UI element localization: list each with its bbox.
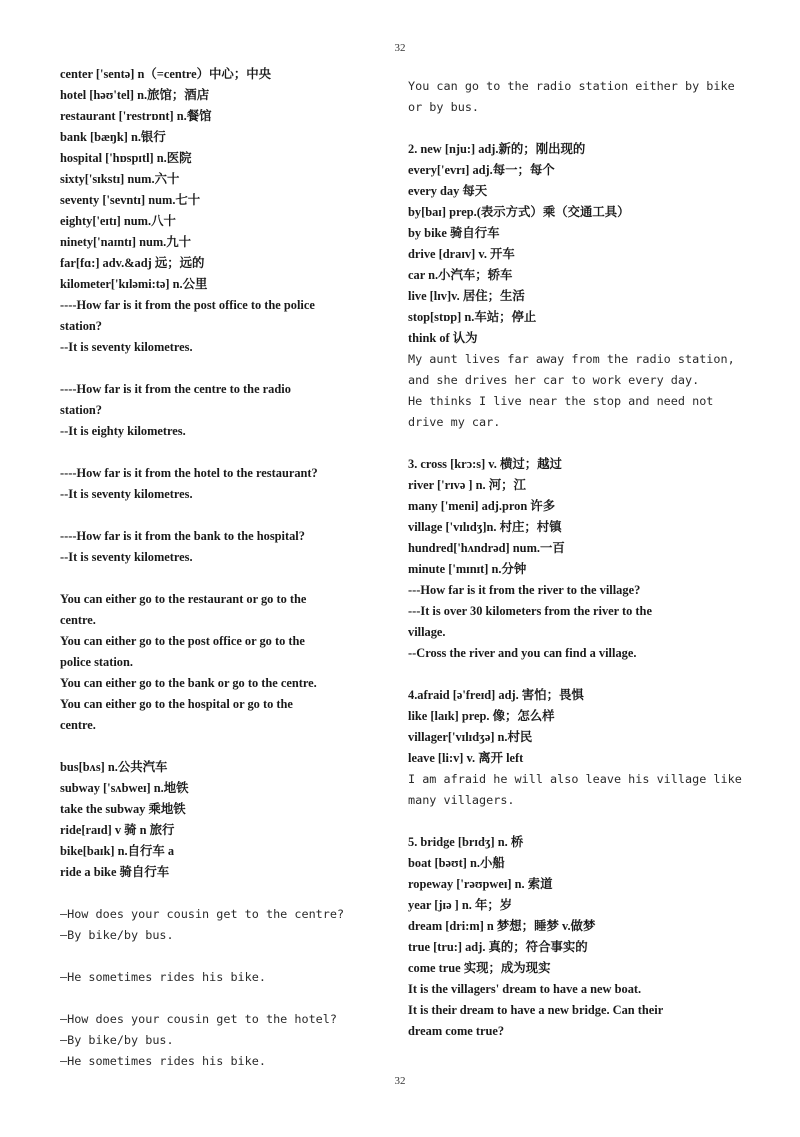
vocab-line: ropeway ['rəʊpweɪ] n. 索道 xyxy=(408,877,553,891)
example-sentence: —By bike/by bus. xyxy=(60,1033,174,1047)
vocab-line: true [tru:] adj. 真的；符合事实的 xyxy=(408,940,588,954)
vocab-line: It is their dream to have a new bridge. Can their xyxy=(408,1003,664,1017)
vocab-line: ---It is over 30 kilometers from the river to the xyxy=(408,604,652,618)
blank-line xyxy=(60,442,385,463)
vocab-line: many ['meni] adj.pron 许多 xyxy=(408,499,556,513)
vocab-line: 3. cross [krɔ:s] v. 横过；越过 xyxy=(408,457,562,471)
example-sentence: I am afraid he will also leave his village like xyxy=(408,772,742,786)
page-number-top: 32 xyxy=(394,42,406,54)
vocab-line: boat [bəʊt] n.小船 xyxy=(408,856,505,870)
vocab-line: subway ['sʌbweɪ] n.地铁 xyxy=(60,781,189,795)
example-sentence: —By bike/by bus. xyxy=(60,928,174,942)
example-sentence: drive my car. xyxy=(408,415,501,429)
example-sentence: You can go to the radio station either by bike xyxy=(408,79,735,93)
vocab-line: far[fɑ:] adv.&adj 远；远的 xyxy=(60,256,205,270)
page-number-bottom: 32 xyxy=(394,1075,406,1087)
blank-line xyxy=(60,505,385,526)
vocab-line: center ['sentə] n（=centre）中心；中央 xyxy=(60,67,271,81)
vocab-line: --It is eighty kilometres. xyxy=(60,424,186,438)
example-sentence: many villagers. xyxy=(408,793,515,807)
vocab-line: restaurant ['restrɒnt] n.餐馆 xyxy=(60,109,212,123)
vocab-line: dream come true? xyxy=(408,1024,505,1038)
vocab-line: ride a bike 骑自行车 xyxy=(60,865,170,879)
example-sentence: —How does your cousin get to the centre? xyxy=(60,907,345,921)
vocab-line: You can either go to the post office or go to the xyxy=(60,634,305,648)
left-column xyxy=(60,64,385,1072)
vocab-line: seventy ['sevntɪ] num.七十 xyxy=(60,193,201,207)
vocab-line: stop[stɒp] n.车站；停止 xyxy=(408,310,537,324)
vocab-line: minute ['mɪnɪt] n.分钟 xyxy=(408,562,527,576)
vocab-line: bank [bæŋk] n.银行 xyxy=(60,130,166,144)
vocab-line: 5. bridge [brɪdʒ] n. 桥 xyxy=(408,835,524,849)
blank-line xyxy=(408,433,748,454)
blank-line xyxy=(60,946,385,967)
vocab-line: hotel [həʊ'tel] n.旅馆；酒店 xyxy=(60,88,210,102)
vocab-line: by[baɪ] prep.(表示方式）乘（交通工具） xyxy=(408,205,630,219)
vocab-line: ----How far is it from the hotel to the restaurant? xyxy=(60,466,318,480)
vocab-line: 2. new [nju:] adj.新的；刚出现的 xyxy=(408,142,586,156)
vocab-line: live [lɪv]v. 居住；生活 xyxy=(408,289,525,303)
vocab-line: leave [li:v] v. 离开 left xyxy=(408,751,524,765)
blank-line xyxy=(60,988,385,1009)
vocab-line: --Cross the river and you can find a village. xyxy=(408,646,637,660)
example-sentence: He thinks I live near the stop and need not xyxy=(408,394,714,408)
blank-line xyxy=(408,118,748,139)
blank-line xyxy=(408,664,748,685)
example-sentence: My aunt lives far away from the radio station, xyxy=(408,352,735,366)
vocab-line: ----How far is it from the bank to the hospital? xyxy=(60,529,305,543)
vocab-line: think of 认为 xyxy=(408,331,478,345)
vocab-line: every day 每天 xyxy=(408,184,488,198)
vocab-line: sixty['sɪkstɪ] num.六十 xyxy=(60,172,180,186)
example-sentence: —He sometimes rides his bike. xyxy=(60,1054,266,1068)
vocab-line: station? xyxy=(60,403,102,417)
vocab-line: ninety['naɪntɪ] num.九十 xyxy=(60,235,192,249)
vocab-line: come true 实现；成为现实 xyxy=(408,961,551,975)
vocab-line: --It is seventy kilometres. xyxy=(60,340,193,354)
vocab-line: village. xyxy=(408,625,446,639)
vocab-line: ----How far is it from the centre to the radio xyxy=(60,382,291,396)
vocab-line: ride[raɪd] v 骑 n 旅行 xyxy=(60,823,175,837)
right-column xyxy=(408,64,748,1042)
vocab-line: every['evrɪ] adj.每一；每个 xyxy=(408,163,555,177)
vocab-line: It is the villagers' dream to have a new boat. xyxy=(408,982,642,996)
vocab-line: village ['vɪlɪdʒ]n. 村庄；村镇 xyxy=(408,520,562,534)
vocab-line: You can either go to the hospital or go to the xyxy=(60,697,293,711)
blank-line xyxy=(60,358,385,379)
vocab-line: eighty['eɪtɪ] num.八十 xyxy=(60,214,176,228)
vocab-line: villager['vɪlɪdʒə] n.村民 xyxy=(408,730,533,744)
vocab-line: year [jɪə ] n. 年；岁 xyxy=(408,898,513,912)
vocab-line: --It is seventy kilometres. xyxy=(60,550,193,564)
example-sentence: —He sometimes rides his bike. xyxy=(60,970,266,984)
vocab-line: kilometer['kɪləmi:tə] n.公里 xyxy=(60,277,208,291)
blank-line xyxy=(60,568,385,589)
vocab-line: river ['rɪvə ] n. 河；江 xyxy=(408,478,526,492)
vocab-line: take the subway 乘地铁 xyxy=(60,802,186,816)
blank-line xyxy=(408,811,748,832)
vocab-line: like [laɪk] prep. 像；怎么样 xyxy=(408,709,555,723)
vocab-line: police station. xyxy=(60,655,133,669)
vocab-line: ---How far is it from the river to the village? xyxy=(408,583,641,597)
example-sentence: or by bus. xyxy=(408,100,480,114)
vocab-line: --It is seventy kilometres. xyxy=(60,487,193,501)
vocab-line: You can either go to the bank or go to the centre. xyxy=(60,676,317,690)
vocab-line: station? xyxy=(60,319,102,333)
blank-line xyxy=(60,736,385,757)
vocab-line: bike[baɪk] n.自行车 a xyxy=(60,844,175,858)
vocab-line: 4.afraid [ə'freɪd] adj. 害怕；畏惧 xyxy=(408,688,584,702)
vocab-line: car n.小汽车；轿车 xyxy=(408,268,513,282)
blank-line xyxy=(60,883,385,904)
vocab-line: by bike 骑自行车 xyxy=(408,226,500,240)
example-sentence: and she drives her car to work every day. xyxy=(408,373,700,387)
example-sentence: —How does your cousin get to the hotel? xyxy=(60,1012,337,1026)
vocab-line: ----How far is it from the post office to the police xyxy=(60,298,315,312)
vocab-line: centre. xyxy=(60,718,96,732)
blank-line xyxy=(408,64,748,76)
vocab-line: centre. xyxy=(60,613,96,627)
vocab-line: You can either go to the restaurant or go to the xyxy=(60,592,307,606)
vocab-line: dream [dri:m] n 梦想；睡梦 v.做梦 xyxy=(408,919,596,933)
vocab-line: drive [draɪv] v. 开车 xyxy=(408,247,515,261)
vocab-line: hundred['hʌndrəd] num.一百 xyxy=(408,541,565,555)
vocab-line: hospital ['hɒspɪtl] n.医院 xyxy=(60,151,192,165)
vocab-line: bus[bʌs] n.公共汽车 xyxy=(60,760,168,774)
